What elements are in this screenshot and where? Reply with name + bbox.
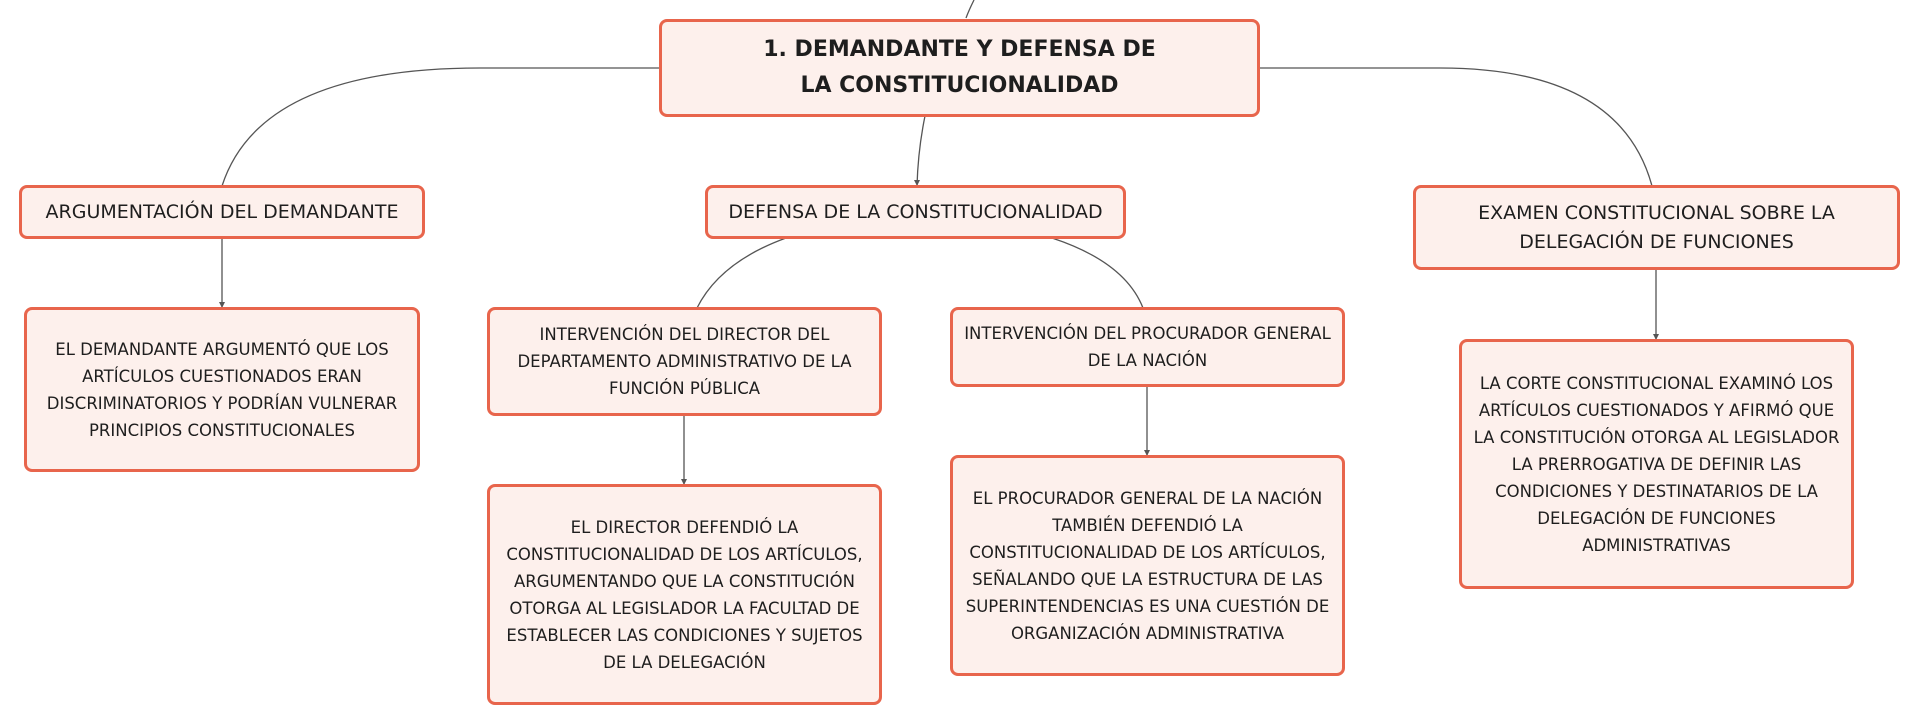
branch-node-examen-label: EXAMEN CONSTITUCIONAL SOBRE LA DELEGACIÓN DE FUNCIONES (1478, 201, 1835, 253)
detail-node-demandante[interactable] (24, 307, 420, 472)
branch-node-defensa-label: DEFENSA DE LA CONSTITUCIONALIDAD (728, 200, 1103, 223)
branch-node-examen[interactable] (1413, 185, 1900, 270)
connector-root-to-demandante (222, 68, 660, 186)
root-node-label: 1. DEMANDANTE Y DEFENSA DE LA CONSTITUCIONALIDAD (763, 37, 1156, 98)
branch-node-defensa[interactable] (705, 185, 1126, 239)
branch-node-demandante[interactable] (19, 185, 425, 239)
detail-node-demandante-text: EL DEMANDANTE ARGUMENTÓ QUE LOS ARTÍCULOS CUESTIONADOS ERAN DISCRIMINATORIOS Y PODRÍAN VULNERAR PRINCIPIOS CONSTITUCIONALES (46, 339, 398, 440)
connector-root-to-defensa (917, 116, 925, 186)
connector-defensa-to-procurador (1052, 238, 1143, 308)
connector-root-to-examen (1259, 68, 1652, 186)
connector-defensa-to-director (697, 238, 786, 308)
detail-node-examen-text: LA CORTE CONSTITUCIONAL EXAMINÓ LOS ARTÍCULOS CUESTIONADOS Y AFIRMÓ QUE LA CONSTITUCIÓN OTORGA AL LEGISLADOR LA PRERROGATIVA DE DEFINIR LAS CONDICIONES Y DESTINATARIOS DE LA DELEGACIÓN DE FUNCIONES ADMINISTRATIVAS (1473, 373, 1840, 555)
subbranch-node-director-label: INTERVENCIÓN DEL DIRECTOR DEL DEPARTAMENTO ADMINISTRATIVO DE LA FUNCIÓN PÚBLICA (517, 325, 852, 398)
subbranch-node-director[interactable] (487, 307, 882, 416)
subbranch-node-procurador[interactable] (950, 307, 1345, 387)
detail-node-procurador[interactable] (950, 455, 1345, 676)
branch-node-demandante-label: ARGUMENTACIÓN DEL DEMANDANTE (45, 200, 399, 223)
detail-node-procurador-text: EL PROCURADOR GENERAL DE LA NACIÓN TAMBIÉN DEFENDIÓ LA CONSTITUCIONALIDAD DE LOS ARTÍCULOS, SEÑALANDO QUE LA ESTRUCTURA DE LAS SUPERINTENDENCIAS ES UNA CUESTIÓN DE ORGANIZACIÓN ADMINISTRATIVA (965, 488, 1330, 643)
subbranch-node-procurador-label: INTERVENCIÓN DEL PROCURADOR GENERAL DE LA NACIÓN (964, 324, 1331, 370)
detail-node-examen[interactable] (1459, 339, 1854, 589)
root-node[interactable] (659, 19, 1260, 117)
detail-node-director-text: EL DIRECTOR DEFENDIÓ LA CONSTITUCIONALIDAD DE LOS ARTÍCULOS, ARGUMENTANDO QUE LA CONSTITUCIÓN OTORGA AL LEGISLADOR LA FACULTAD DE ESTABLECER LAS CONDICIONES Y SUJETOS DE LA DELEGACIÓN (506, 517, 863, 672)
connector-parent-to-root (966, 0, 974, 18)
detail-node-director[interactable] (487, 484, 882, 705)
